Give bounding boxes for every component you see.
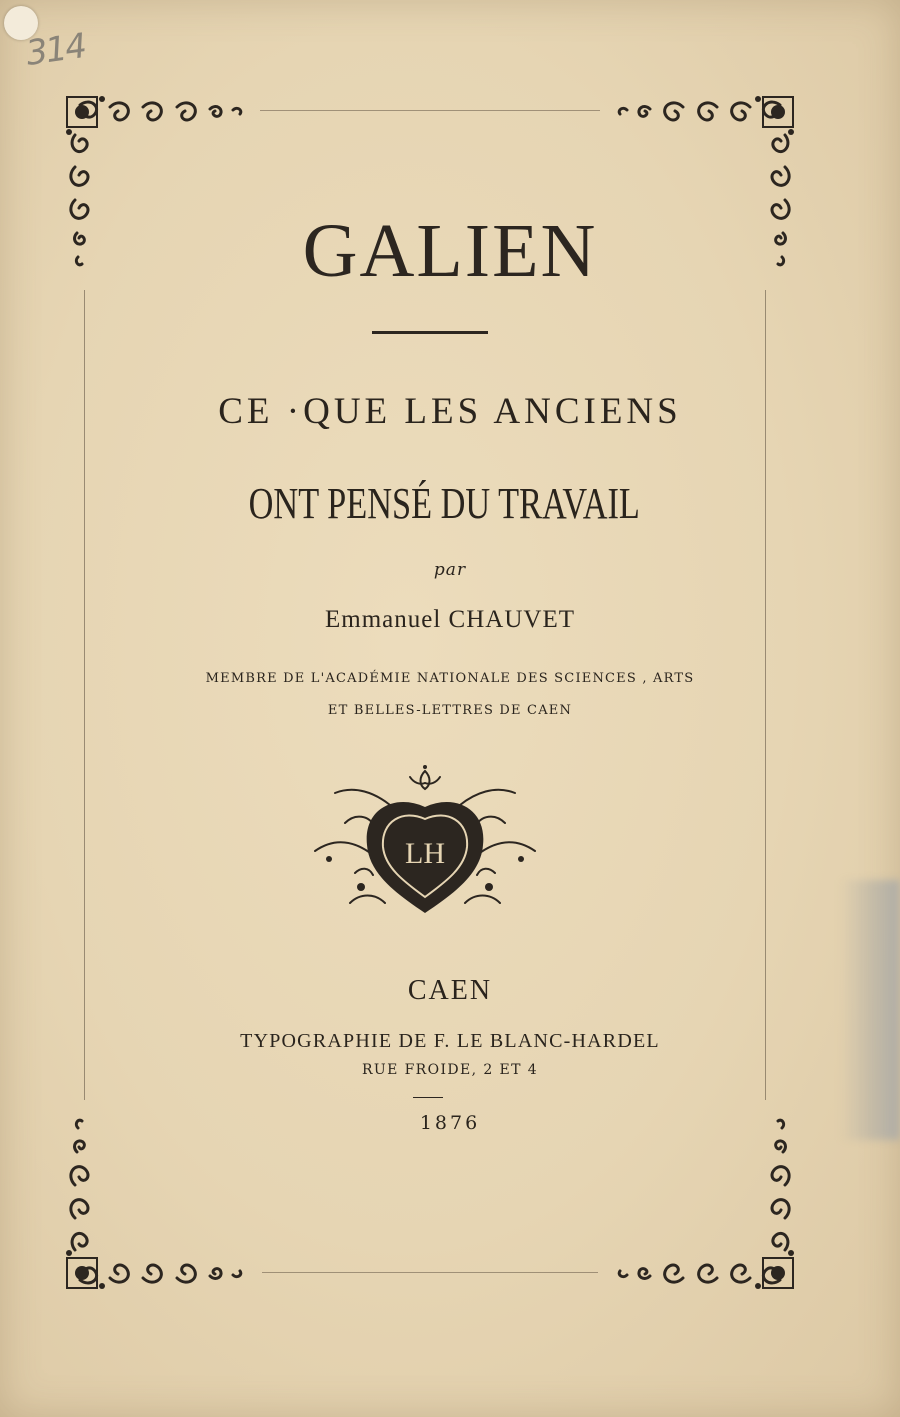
by-label: par [433, 560, 467, 580]
imprint-address: RUE FROIDE, 2 ET 4 [361, 1062, 539, 1078]
author-affiliation-line-1: MEMBRE DE L'ACADÉMIE NATIONALE DES SCIENCES , ARTS [205, 671, 695, 686]
pencil-catalog-mark: 314 [23, 26, 88, 74]
frame-line-top [260, 110, 600, 111]
publisher-emblem [305, 763, 545, 923]
author-affiliation-line-2: ET BELLES-LETTRES DE CAEN [327, 703, 573, 718]
year-rule [413, 1097, 443, 1098]
subtitle-line-2: ONT PENSÉ DU TRAVAIL [248, 479, 640, 528]
imprint-year: 1876 [419, 1112, 481, 1134]
imprint-city: CAEN [407, 975, 493, 1006]
frame-line-bottom [262, 1272, 598, 1273]
title-rule [372, 331, 488, 334]
imprint-printer: TYPOGRAPHIE DE F. LE BLANC-HARDEL [240, 1030, 660, 1052]
subtitle-line-1: CE ·QUE LES ANCIENS [218, 391, 682, 432]
author-name: Emmanuel CHAUVET [325, 606, 575, 633]
book-title: GALIEN [302, 209, 598, 293]
emblem-monogram: LH [405, 837, 445, 870]
paper-stain [840, 880, 900, 1140]
